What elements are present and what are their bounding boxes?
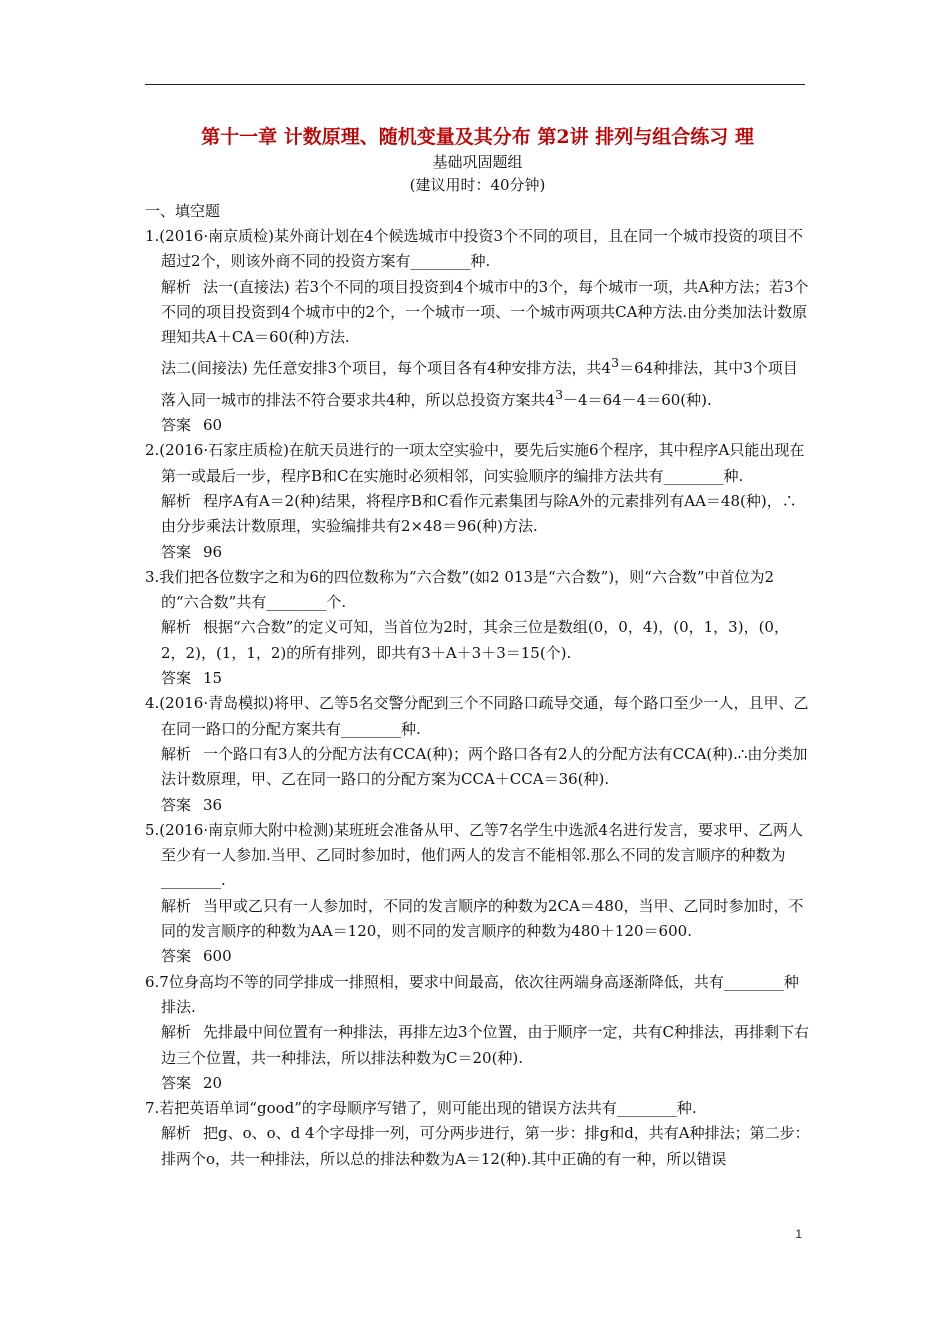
question-5-answer [145,944,810,969]
question-2-analysis: 解析 程序A有A＝2(种)结果，将程序B和C看作元素集团与除A外的元素排列有AA＝48(种)，∴由分步乘法计数原理，实验编排共有2×48＝96(种)方法. [161,491,797,536]
question-1-analysis-2: 法二(间接法) 先任意安排3个项目，每个项目各有4种安排方法，共$4^3=64$种排法，其中3个项目落入同一城市的排法不符合要求共4种，所以总投资方案共$4^3-4=64-4=60$(种). [161,355,798,409]
question-6-analysis: 解析 先排最中间位置有一种排法，再排左边3个位置，由于顺序一定，共有C种排法，再排剩下右边三个位置，共一种排法，所以排法种数为C＝20(种). [161,1023,810,1067]
answer-label: 答案 [161,1073,192,1092]
answer-value: 96 [203,542,223,561]
analysis-label: 解析 [161,1124,192,1143]
analysis-label: 解析 [161,896,192,915]
answer-label: 答案 [161,416,192,435]
answer-label: 答案 [161,542,192,561]
analysis-label: 解析 [161,1023,192,1042]
question-2-answer [145,540,810,565]
question-4-analysis: 解析 一个路口有3人的分配方法有CCA(种)；两个路口各有2人的分配方法有CCA(种).∴由分类加法计数原理，甲、乙在同一路口的分配方案为CCA＋CCA＝36(种). [161,744,808,789]
answer-value: 600 [203,947,232,966]
question-5-stem: 5.(2016·南京师大附中检测)某班班会准备从甲、乙等7名学生中选派4名进行发言，要求甲、乙两人至少有一人参加.当甲、乙同时参加时，他们两人的发言不能相邻.那么不同的发言顺序的种数为________. [145,820,804,890]
question-4-answer [145,793,810,818]
question-3-stem: 3.我们把各位数字之和为6的四位数称为“六合数”(如2 013是“六合数”)，则“六合数”中首位为2的“六合数”共有________个. [145,567,775,612]
answer-value: 60 [203,416,223,435]
document-title: 第十一章 计数原理、随机变量及其分布 第2讲 排列与组合练习 理 [201,126,754,148]
question-4-stem: 4.(2016·青岛模拟)将甲、乙等5名交警分配到三个不同路口疏导交通，每个路口至少一人，且甲、乙在同一路口的分配方案共有________种. [145,694,809,738]
question-1-answer [145,413,810,438]
answer-value: 15 [203,669,223,688]
question-2-stem: 2.(2016·石家庄质检)在航天员进行的一项太空实验中，要先后实施6个程序，其中程序A只能出现在第一或最后一步，程序B和C在实施时必须相邻，问实验顺序的编排方法共有________种. [145,441,805,485]
question-1-analysis-text: 法一(直接法) 若3个不同的项目投资到4个城市中的3个，每个城市一项，共A种方法；若3个不同的项目投资到4个城市中的2个，一个城市一项、一个城市两项共CA种方法.由分类加法计数原理知共A＋CA＝60(种)方法. [161,277,809,347]
document-body [145,124,810,1172]
question-3-analysis: 解析 根据“六合数”的定义可知，当首位为2时，其余三位是数组(0，0，4)，(0，1，3)，(0，2，2)，(1，1，2)的所有排列，即共有3＋A＋3＋3＝15(个). [161,618,789,662]
question-6-answer [145,1071,810,1096]
question-6-stem: 6.7位身高均不等的同学排成一排照相，要求中间最高，依次往两端身高逐渐降低，共有________种排法. [145,972,799,1016]
answer-label: 答案 [161,795,192,814]
question-1-analysis [145,275,810,351]
analysis-label: 解析 [161,744,192,763]
question-5-analysis: 解析 当甲或乙只有一人参加时，不同的发言顺序的种数为2CA＝480，当甲、乙同时参加时，不同的发言顺序的种数为AA＝120，则不同的发言顺序的种数为480＋120＝600. [161,896,804,941]
section-label: 一、填空题 [145,202,221,220]
answer-value: 20 [203,1073,223,1092]
question-7-stem: 7.若把英语单词“good”的字母顺序写错了，则可能出现的错误方法共有________种. [145,1099,697,1118]
question-3-answer [145,666,810,691]
time-note: (建议用时：40分钟) [409,176,546,194]
question-1-stem: 1.(2016·南京质检)某外商计划在4个候选城市中投资3个不同的项目，且在同一个城市投资的项目不超过2个，则该外商不同的投资方案有________种. [145,227,804,271]
analysis-label: 解析 [161,491,192,510]
question-7-analysis: 解析 把g、o、o、d 4个字母排一列，可分两步进行，第一步：排g和d，共有A种排法；第二步：排两个o，共一种排法，所以总的排法种数为A＝12(种).其中正确的有一种，所以错误 [161,1124,810,1168]
answer-label: 答案 [161,947,192,966]
analysis-label: 解析 [161,618,192,637]
document-subtitle: 基础巩固题组 [432,153,523,171]
answer-label: 答案 [161,669,192,688]
answer-value: 36 [203,795,223,814]
analysis-label: 解析 [161,277,192,296]
header-rule [145,84,805,85]
page-number: 1 [795,1227,802,1241]
